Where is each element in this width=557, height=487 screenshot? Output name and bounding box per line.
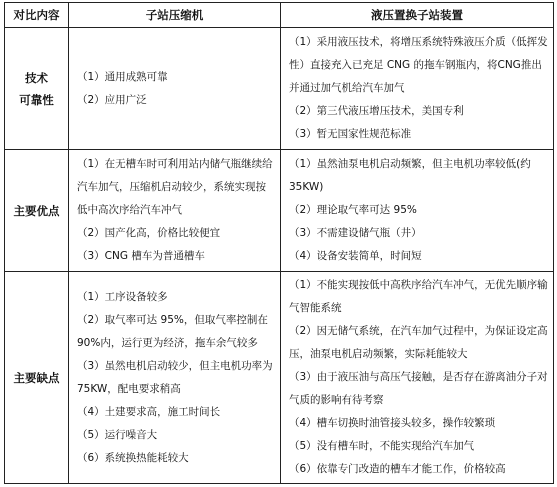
- row-label: 主要优点: [5, 150, 69, 272]
- list-item: （6）依靠专门改造的槽车才能工作，价格较高: [289, 463, 506, 475]
- list-item: （2）因无储气系统，在汽车加气过程中，为保证设定高压，油泵电机启动频繁，实际耗能较大: [289, 325, 548, 360]
- list-item: （1）在无槽车时可利用站内储气瓶继续给汽车加气，压缩机启动较少，系统实现按低中高次序给汽车冲气: [77, 158, 273, 216]
- list-item: （2）国产化高，价格比较便宜: [77, 227, 221, 239]
- list-item: （2）第三代液压增压技术，美国专利: [289, 105, 464, 117]
- comparison-table: [4, 2, 554, 484]
- list-item: （6）系统换热能耗较大: [77, 451, 189, 464]
- list-item: （2）应用广泛: [77, 93, 147, 106]
- hydraulic-cell: [281, 272, 554, 484]
- header-compressor: 子站压缩机: [69, 3, 281, 28]
- row-label: 技术 可靠性: [5, 28, 69, 150]
- list-item: （5）没有槽车时，不能实现给汽车加气: [289, 440, 475, 452]
- list-item: （4）土建要求高，施工时间长: [77, 405, 221, 418]
- compressor-cell: [69, 28, 281, 150]
- header-row: [5, 3, 554, 28]
- list-item: （3）暂无国家性规范标准: [289, 128, 412, 140]
- row-advantages: [5, 150, 554, 272]
- list-item: （4）设备安装简单，时间短: [289, 250, 422, 262]
- list-item: （1）工序设备较多: [77, 290, 168, 303]
- list-item: （5）运行噪音大: [77, 428, 158, 441]
- list-item: （1）虽然油泵电机启动频繁，但主电机功率较低(约 35KW): [289, 158, 531, 193]
- compressor-cell: [69, 150, 281, 272]
- list-item: （1）采用液压技术，将增压系统特殊液压介质（低挥发性）直接充入已充足 CNG 的拖车钢瓶内，将CNG推出并通过加气机给汽车加气: [289, 36, 548, 94]
- list-item: （3）不需建设储气瓶（井）: [289, 227, 422, 239]
- list-item: （2）理论取气率可达 95%: [289, 204, 417, 216]
- row-disadvantages: [5, 272, 554, 484]
- list-item: （1）通用成熟可靠: [77, 70, 168, 83]
- list-item: （3）CNG 槽车为普通槽车: [77, 250, 205, 262]
- row-label: 主要缺点: [5, 272, 69, 484]
- hydraulic-cell: [281, 28, 554, 150]
- header-criteria: 对比内容: [5, 3, 69, 28]
- row-reliability: [5, 28, 554, 150]
- list-item: （4）槽车切换时油管接头较多，操作较繁琐: [289, 417, 496, 429]
- list-item: （3）由于液压油与高压气接触，是否存在游离油分子对气质的影响有待考察: [289, 371, 548, 406]
- compressor-cell: [69, 272, 281, 484]
- list-item: （3）虽然电机启动较少，但主电机功率为 75KW，配电要求稍高: [77, 359, 273, 395]
- header-hydraulic: 液压置换子站装置: [281, 3, 554, 28]
- hydraulic-cell: [281, 150, 554, 272]
- list-item: （1）不能实现按低中高秩序给汽车冲气，无优先顺序输气智能系统: [289, 279, 548, 314]
- list-item: （2）取气率可达 95%，但取气率控制在 90%内，运行更为经济，拖车余气较多: [77, 313, 268, 349]
